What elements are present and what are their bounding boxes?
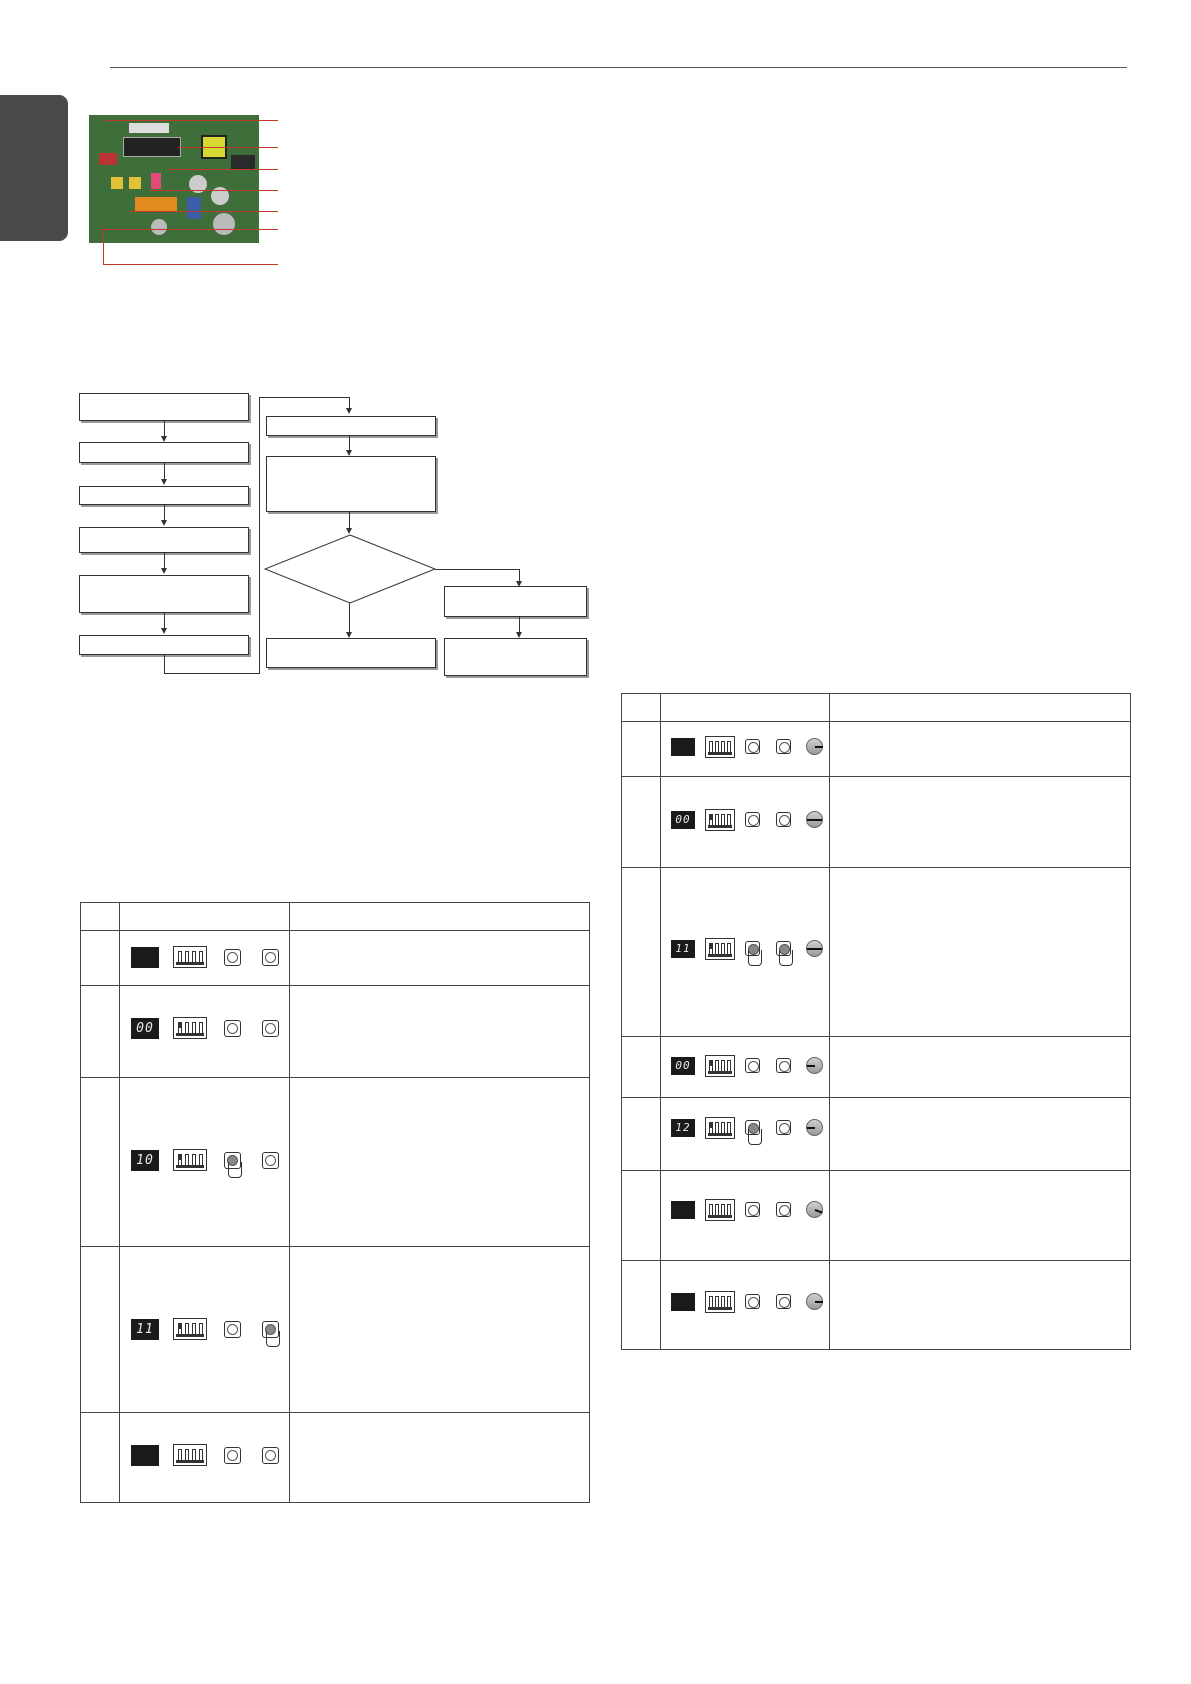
seven-segment-display: 00	[671, 1057, 695, 1075]
hand-press-icon	[228, 1162, 242, 1178]
push-button-1	[224, 949, 241, 966]
push-button-2	[262, 1447, 279, 1464]
control-panel	[120, 986, 289, 1077]
rotary-switch-icon	[806, 1201, 823, 1218]
push-button-2	[776, 812, 791, 827]
push-button-2	[776, 1202, 791, 1217]
dip-switch	[173, 1444, 207, 1466]
rotary-switch-icon	[806, 811, 823, 828]
push-button-2	[776, 739, 791, 754]
hand-press-icon	[779, 950, 793, 966]
control-panel	[661, 1261, 829, 1349]
seven-segment-display: 11	[671, 940, 695, 958]
step-table-left	[80, 902, 590, 1503]
push-button-2	[262, 1152, 279, 1169]
hand-press-icon	[748, 1129, 762, 1145]
control-panel	[120, 931, 289, 985]
push-button-1	[745, 739, 760, 754]
control-panel	[661, 722, 829, 776]
rotary-switch-icon	[806, 1057, 823, 1074]
push-button-1	[745, 1294, 760, 1309]
dip-switch	[705, 1055, 735, 1077]
rotary-switch-icon	[806, 738, 823, 755]
push-button-1	[745, 1058, 760, 1073]
dip-switch	[173, 1017, 207, 1039]
seven-segment-display	[671, 1201, 695, 1219]
seven-segment-display: 10	[131, 1150, 159, 1171]
dip-switch	[705, 1117, 735, 1139]
push-button-1	[745, 1202, 760, 1217]
seven-segment-display: 00	[671, 811, 695, 829]
dip-switch	[173, 946, 207, 968]
dip-switch	[705, 736, 735, 758]
dip-switch	[705, 1199, 735, 1221]
control-panel	[120, 1078, 289, 1246]
push-button-1	[224, 1020, 241, 1037]
rotary-switch-icon	[806, 940, 823, 957]
callout-line	[130, 211, 278, 212]
control-panel	[661, 868, 829, 1036]
hand-press-icon	[266, 1331, 280, 1347]
control-panel	[661, 1171, 829, 1260]
dip-switch	[705, 809, 735, 831]
header-rule	[110, 67, 1127, 68]
control-panel	[661, 1098, 829, 1170]
callout-line	[150, 190, 278, 191]
chapter-tab	[0, 95, 68, 241]
callout-line	[178, 147, 278, 148]
callout-line	[103, 228, 104, 265]
rotary-switch-icon	[806, 1119, 823, 1136]
push-button-1	[745, 812, 760, 827]
control-panel	[661, 1037, 829, 1097]
push-button-2	[776, 1294, 791, 1309]
dip-switch	[173, 1318, 207, 1340]
seven-segment-display: 11	[131, 1319, 159, 1340]
seven-segment-display	[131, 1445, 159, 1466]
hand-press-icon	[748, 950, 762, 966]
seven-segment-display	[671, 738, 695, 756]
callout-line	[103, 264, 278, 265]
control-panel	[120, 1247, 289, 1412]
rotary-switch-icon	[806, 1293, 823, 1310]
seven-segment-display: 12	[671, 1119, 695, 1137]
dip-switch	[173, 1149, 207, 1171]
callout-line	[168, 169, 278, 170]
dip-switch	[705, 938, 735, 960]
dip-switch	[705, 1291, 735, 1313]
control-panel	[120, 1413, 289, 1502]
control-panel	[661, 777, 829, 867]
push-button-1	[224, 1447, 241, 1464]
seven-segment-display: 00	[131, 1018, 159, 1039]
pcb-photo	[89, 115, 259, 243]
push-button-1	[224, 1321, 241, 1338]
seven-segment-display	[671, 1293, 695, 1311]
push-button-2	[776, 1058, 791, 1073]
seven-segment-display	[131, 947, 159, 968]
push-button-2	[262, 1020, 279, 1037]
decision-diamond	[264, 534, 436, 604]
push-button-2	[262, 949, 279, 966]
step-table-right	[621, 693, 1131, 1350]
push-button-2	[776, 1120, 791, 1135]
callout-line	[100, 229, 278, 230]
callout-line	[105, 120, 278, 121]
